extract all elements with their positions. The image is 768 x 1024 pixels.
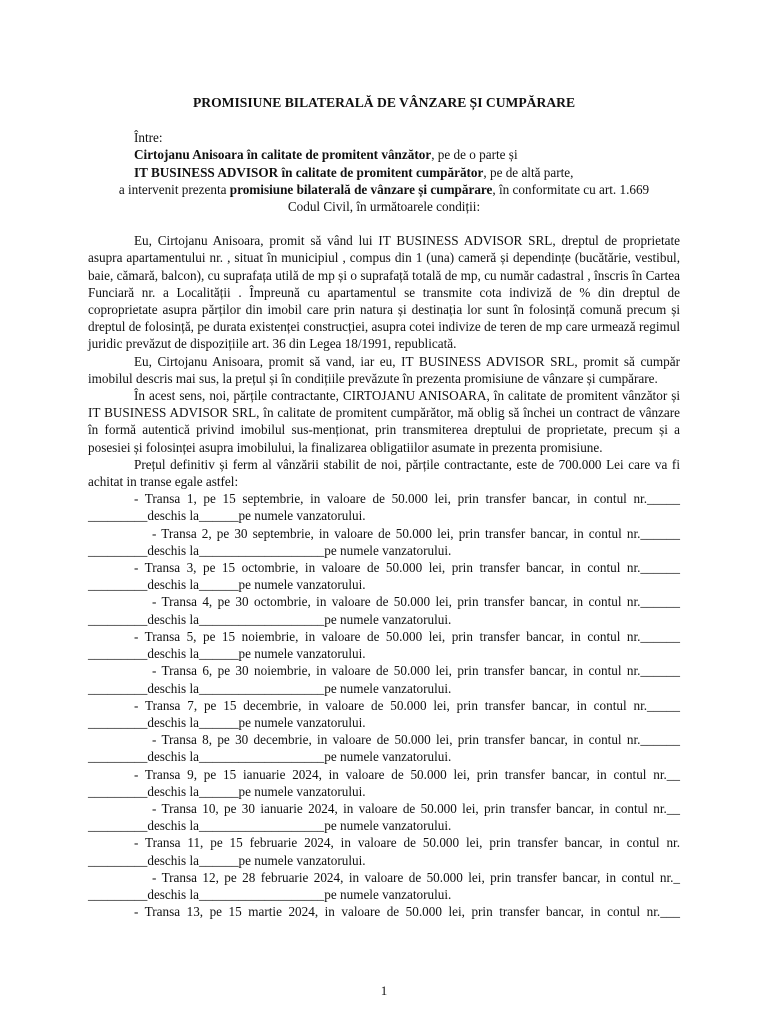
agreement-post: , în conformitate cu art. 1.669 bbox=[492, 181, 650, 197]
paragraph-promise: Eu, Cirtojanu Anisoara, promit să vand, iar eu, IT BUSINESS ADVISOR SRL, promit să cumpăr imobilul descris mai sus, la prețul și în condițiile prevăzute în prezenta promisiune de vânzare și cumpărare. bbox=[88, 353, 680, 386]
installment-item bbox=[88, 593, 680, 627]
paragraph-property: Eu, Cirtojanu Anisoara, promit să vând lui IT BUSINESS ADVISOR SRL, dreptul de proprietate asupra apartamentului nr. , situat în municipiul , compus din 1 (una) cameră și dependințe (bucătărie, vestibul, baie, cămară, balcon), cu suprafața utilă de mp și o suprafață totală de mp, cu număr cadastral , înscris în Cartea Funciară nr. a Localității . Împreună cu apartamentul se transmite cota indiviză de % din dreptul de coproprietate asupra părților din imobil care prin natura și destinația lor sunt în folosință comună precum și dreptul de folosință, pe durata existenței construcției, asupra cotei indivize de teren de mp care urmează regimul juridic prevăzut de dispozițiile art. 36 din Legea 18/1991, republicată. bbox=[88, 233, 680, 352]
seller-rest: , pe de o parte și bbox=[431, 147, 518, 163]
seller-bold: Cirtojanu Anisoara în calitate de promitent vânzător bbox=[134, 147, 432, 163]
installment-item bbox=[88, 903, 680, 920]
installment-item bbox=[88, 869, 680, 903]
installment-item bbox=[88, 559, 680, 593]
installment-account-line: _________deschis la___________________pe numele vanzatorului. bbox=[88, 680, 452, 696]
intro-seller bbox=[88, 146, 680, 163]
installment-text: - Transa 12, pe 28 februarie 2024, in valoare de 50.000 lei, prin transfer bancar, in contul nr._ bbox=[152, 869, 680, 885]
installment-account-line: _________deschis la___________________pe numele vanzatorului. bbox=[88, 542, 452, 558]
installment-account-line: _________deschis la______pe numele vanzatorului. bbox=[88, 714, 366, 730]
installment-text: - Transa 11, pe 15 februarie 2024, in valoare de 50.000 lei, prin transfer bancar, in contul nr. bbox=[134, 835, 680, 851]
intro-agreement bbox=[88, 181, 680, 198]
installment-item bbox=[88, 834, 680, 868]
installment-text: - Transa 5, pe 15 noiembrie, in valoare de 50.000 lei, prin transfer bancar, in contul nr.______ bbox=[134, 628, 680, 644]
installment-item bbox=[88, 800, 680, 834]
buyer-rest: , pe de altă parte, bbox=[483, 164, 574, 180]
intro-civil-code: Codul Civil, în următoarele condiții: bbox=[287, 199, 481, 215]
installment-account-line: _________deschis la______pe numele vanzatorului. bbox=[88, 577, 366, 593]
installment-item bbox=[88, 525, 680, 559]
installment-text: - Transa 3, pe 15 octombrie, in valoare de 50.000 lei, prin transfer bancar, in contul nr.______ bbox=[134, 560, 680, 576]
agreement-pre: a intervenit prezenta bbox=[118, 181, 230, 197]
document-title: PROMISIUNE BILATERALĂ DE VÂNZARE ȘI CUMPĂRARE bbox=[192, 95, 576, 110]
installments-list bbox=[88, 490, 680, 920]
installment-account-line: _________deschis la___________________pe numele vanzatorului. bbox=[88, 749, 452, 765]
installment-account-line: _________deschis la______pe numele vanzatorului. bbox=[88, 508, 366, 524]
installment-text: - Transa 1, pe 15 septembrie, in valoare de 50.000 lei, prin transfer bancar, in contul nr._____ bbox=[134, 491, 680, 507]
spacer bbox=[88, 215, 680, 232]
installment-item bbox=[88, 662, 680, 696]
installment-item bbox=[88, 766, 680, 800]
installment-account-line: _________deschis la___________________pe numele vanzatorului. bbox=[88, 886, 452, 902]
installment-text: - Transa 13, pe 15 martie 2024, in valoare de 50.000 lei, prin transfer bancar, in contul nr.___ bbox=[134, 904, 680, 920]
installment-text: - Transa 2, pe 30 septembrie, in valoare de 50.000 lei, prin transfer bancar, in contul nr.______ bbox=[152, 525, 680, 541]
installment-account-line: _________deschis la___________________pe numele vanzatorului. bbox=[88, 818, 452, 834]
installment-item bbox=[88, 490, 680, 524]
page-number: 1 bbox=[380, 983, 388, 998]
installment-item bbox=[88, 731, 680, 765]
installment-text: - Transa 6, pe 30 noiembrie, in valoare de 50.000 lei, prin transfer bancar, in contul nr.______ bbox=[152, 663, 680, 679]
installment-text: - Transa 7, pe 15 decembrie, in valoare de 50.000 lei, prin transfer bancar, in contul nr._____ bbox=[134, 697, 680, 713]
intro-buyer bbox=[88, 164, 680, 181]
installment-text: - Transa 9, pe 15 ianuarie 2024, in valoare de 50.000 lei, prin transfer bancar, in contul nr.__ bbox=[134, 766, 680, 782]
installment-text: - Transa 4, pe 30 octombrie, in valoare de 50.000 lei, prin transfer bancar, in contul nr.______ bbox=[152, 594, 680, 610]
installment-account-line: _________deschis la___________________pe numele vanzatorului. bbox=[88, 611, 452, 627]
intro-between: Între: bbox=[134, 130, 163, 146]
installment-account-line: _________deschis la______pe numele vanzatorului. bbox=[88, 783, 366, 799]
paragraph-obligation: În acest sens, noi, părțile contractante, CIRTOJANU ANISOARA, în calitate de promitent vânzător și IT BUSINESS ADVISOR SRL, în calitate de promitent cumpărător, mă oblig să închei un contract de vânzare în formă autentică privind imobilul sus-menționat, prin transmiterea dreptului de proprietate, precum și a posesiei și folosinței asupra imobilului, la finalizarea obligatiilor asumate in prezenta promisiune. bbox=[88, 388, 680, 455]
installment-account-line: _________deschis la______pe numele vanzatorului. bbox=[88, 852, 366, 868]
installment-account-line: _________deschis la______pe numele vanzatorului. bbox=[88, 646, 366, 662]
parties-intro bbox=[88, 129, 680, 215]
agreement-bold: promisiune bilaterală de vânzare și cumpărare bbox=[229, 181, 493, 197]
installment-text: - Transa 10, pe 30 ianuarie 2024, in valoare de 50.000 lei, prin transfer bancar, in contul nr.__ bbox=[152, 800, 680, 816]
installment-item bbox=[88, 697, 680, 731]
installment-item bbox=[88, 628, 680, 662]
document-body bbox=[88, 94, 680, 920]
installment-text: - Transa 8, pe 30 decembrie, in valoare de 50.000 lei, prin transfer bancar, in contul nr.______ bbox=[152, 732, 680, 748]
buyer-bold: IT BUSINESS ADVISOR în calitate de promitent cumpărător bbox=[134, 164, 484, 180]
paragraph-price: Prețul definitiv și ferm al vânzării stabilit de noi, părțile contractante, este de 700.000 Lei care va fi achitat in transe egale astfel: bbox=[88, 456, 680, 490]
